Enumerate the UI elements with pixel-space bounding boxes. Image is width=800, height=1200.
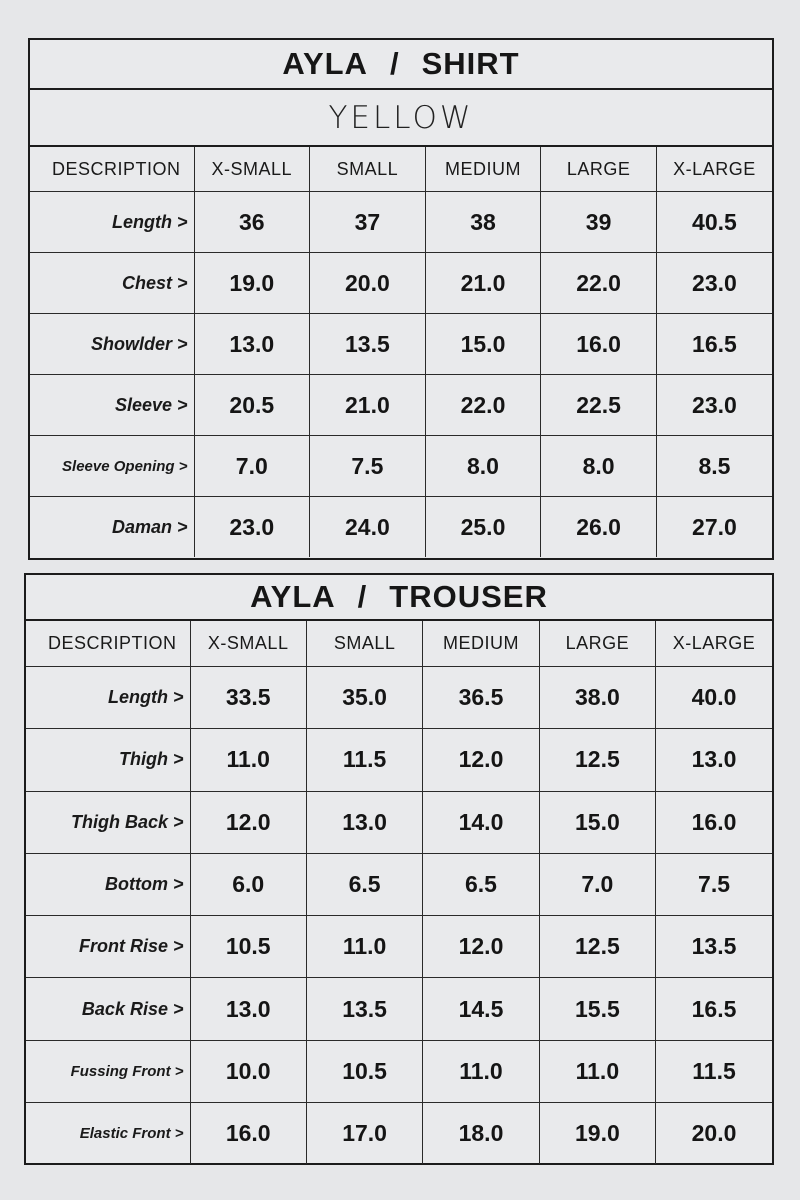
row-label: Thigh Back > xyxy=(26,791,190,853)
shirt-title-separator: / xyxy=(389,46,400,81)
trouser-size-table xyxy=(26,621,772,1164)
measurement-cell: 16.0 xyxy=(541,314,657,375)
shirt-table-body xyxy=(30,192,772,558)
shirt-color-label: YELLOW xyxy=(30,90,772,147)
measurement-cell: 11.0 xyxy=(423,1040,539,1102)
measurement-cell: 13.0 xyxy=(656,729,772,791)
measurement-cell: 12.5 xyxy=(539,916,655,978)
shirt-title-brand: AYLA xyxy=(282,46,368,81)
trouser-title-item: TROUSER xyxy=(389,579,548,614)
row-label: Elastic Front > xyxy=(26,1103,190,1165)
row-label: Front Rise > xyxy=(26,916,190,978)
row-label: Bottom > xyxy=(26,853,190,915)
measurement-cell: 40.5 xyxy=(656,192,772,253)
table-row xyxy=(26,853,772,915)
measurement-cell: 7.5 xyxy=(656,853,772,915)
row-label: Showlder > xyxy=(30,314,194,375)
measurement-cell: 16.5 xyxy=(656,314,772,375)
trouser-size-table-block xyxy=(24,573,774,1165)
measurement-cell: 21.0 xyxy=(425,253,541,314)
row-label: Daman > xyxy=(30,497,194,558)
measurement-cell: 11.5 xyxy=(656,1040,772,1102)
measurement-cell: 12.5 xyxy=(539,729,655,791)
measurement-cell: 22.0 xyxy=(425,375,541,436)
column-header-x-small: X-SMALL xyxy=(194,147,310,192)
measurement-cell: 16.0 xyxy=(656,791,772,853)
measurement-cell: 6.0 xyxy=(190,853,306,915)
measurement-cell: 35.0 xyxy=(306,667,422,729)
column-header-medium: MEDIUM xyxy=(425,147,541,192)
table-row xyxy=(30,497,772,558)
trouser-title xyxy=(26,575,772,621)
table-row xyxy=(26,1103,772,1165)
table-row xyxy=(30,253,772,314)
row-label: Sleeve Opening > xyxy=(30,436,194,497)
measurement-cell: 22.5 xyxy=(541,375,657,436)
measurement-cell: 33.5 xyxy=(190,667,306,729)
row-label: Length > xyxy=(26,667,190,729)
measurement-cell: 22.0 xyxy=(541,253,657,314)
shirt-title xyxy=(30,40,772,90)
measurement-cell: 19.0 xyxy=(194,253,310,314)
table-row xyxy=(26,667,772,729)
measurement-cell: 40.0 xyxy=(656,667,772,729)
trouser-title-brand: AYLA xyxy=(250,579,336,614)
measurement-cell: 19.0 xyxy=(539,1103,655,1165)
trouser-header-row xyxy=(26,621,772,667)
measurement-cell: 13.5 xyxy=(306,978,422,1040)
row-label: Back Rise > xyxy=(26,978,190,1040)
column-header-x-large: X-LARGE xyxy=(656,621,772,667)
measurement-cell: 10.5 xyxy=(190,916,306,978)
measurement-cell: 8.0 xyxy=(541,436,657,497)
shirt-title-item: SHIRT xyxy=(421,46,520,81)
measurement-cell: 12.0 xyxy=(423,916,539,978)
column-header-large: LARGE xyxy=(541,147,657,192)
measurement-cell: 20.5 xyxy=(194,375,310,436)
measurement-cell: 23.0 xyxy=(656,375,772,436)
measurement-cell: 11.0 xyxy=(306,916,422,978)
column-header-medium: MEDIUM xyxy=(423,621,539,667)
measurement-cell: 7.0 xyxy=(539,853,655,915)
row-label: Sleeve > xyxy=(30,375,194,436)
column-header-large: LARGE xyxy=(539,621,655,667)
table-row xyxy=(30,192,772,253)
row-label: Length > xyxy=(30,192,194,253)
measurement-cell: 8.0 xyxy=(425,436,541,497)
measurement-cell: 7.5 xyxy=(310,436,426,497)
table-row xyxy=(26,978,772,1040)
measurement-cell: 39 xyxy=(541,192,657,253)
measurement-cell: 14.5 xyxy=(423,978,539,1040)
measurement-cell: 7.0 xyxy=(194,436,310,497)
measurement-cell: 36.5 xyxy=(423,667,539,729)
measurement-cell: 20.0 xyxy=(310,253,426,314)
trouser-title-separator: / xyxy=(357,579,368,614)
measurement-cell: 23.0 xyxy=(194,497,310,558)
measurement-cell: 24.0 xyxy=(310,497,426,558)
shirt-header-row xyxy=(30,147,772,192)
column-header-x-large: X-LARGE xyxy=(656,147,772,192)
measurement-cell: 20.0 xyxy=(656,1103,772,1165)
column-header-description: DESCRIPTION xyxy=(26,621,190,667)
measurement-cell: 13.5 xyxy=(310,314,426,375)
measurement-cell: 27.0 xyxy=(656,497,772,558)
measurement-cell: 12.0 xyxy=(423,729,539,791)
measurement-cell: 17.0 xyxy=(306,1103,422,1165)
column-header-small: SMALL xyxy=(306,621,422,667)
measurement-cell: 13.0 xyxy=(190,978,306,1040)
table-row xyxy=(30,436,772,497)
trouser-table-body xyxy=(26,667,772,1165)
table-row xyxy=(30,314,772,375)
measurement-cell: 25.0 xyxy=(425,497,541,558)
measurement-cell: 23.0 xyxy=(656,253,772,314)
measurement-cell: 13.0 xyxy=(306,791,422,853)
column-header-small: SMALL xyxy=(310,147,426,192)
measurement-cell: 21.0 xyxy=(310,375,426,436)
shirt-size-table-block xyxy=(28,38,774,560)
table-row xyxy=(26,729,772,791)
measurement-cell: 18.0 xyxy=(423,1103,539,1165)
table-row xyxy=(26,1040,772,1102)
measurement-cell: 16.0 xyxy=(190,1103,306,1165)
column-header-x-small: X-SMALL xyxy=(190,621,306,667)
measurement-cell: 38.0 xyxy=(539,667,655,729)
measurement-cell: 37 xyxy=(310,192,426,253)
measurement-cell: 15.0 xyxy=(539,791,655,853)
measurement-cell: 6.5 xyxy=(306,853,422,915)
shirt-size-table xyxy=(30,147,772,557)
measurement-cell: 38 xyxy=(425,192,541,253)
measurement-cell: 13.5 xyxy=(656,916,772,978)
measurement-cell: 11.5 xyxy=(306,729,422,791)
measurement-cell: 15.0 xyxy=(425,314,541,375)
measurement-cell: 8.5 xyxy=(656,436,772,497)
measurement-cell: 26.0 xyxy=(541,497,657,558)
measurement-cell: 10.0 xyxy=(190,1040,306,1102)
measurement-cell: 10.5 xyxy=(306,1040,422,1102)
table-row xyxy=(26,791,772,853)
column-header-description: DESCRIPTION xyxy=(30,147,194,192)
table-row xyxy=(30,375,772,436)
row-label: Fussing Front > xyxy=(26,1040,190,1102)
measurement-cell: 15.5 xyxy=(539,978,655,1040)
measurement-cell: 11.0 xyxy=(190,729,306,791)
measurement-cell: 16.5 xyxy=(656,978,772,1040)
table-row xyxy=(26,916,772,978)
row-label: Chest > xyxy=(30,253,194,314)
measurement-cell: 14.0 xyxy=(423,791,539,853)
measurement-cell: 11.0 xyxy=(539,1040,655,1102)
measurement-cell: 6.5 xyxy=(423,853,539,915)
measurement-cell: 13.0 xyxy=(194,314,310,375)
measurement-cell: 36 xyxy=(194,192,310,253)
measurement-cell: 12.0 xyxy=(190,791,306,853)
row-label: Thigh > xyxy=(26,729,190,791)
